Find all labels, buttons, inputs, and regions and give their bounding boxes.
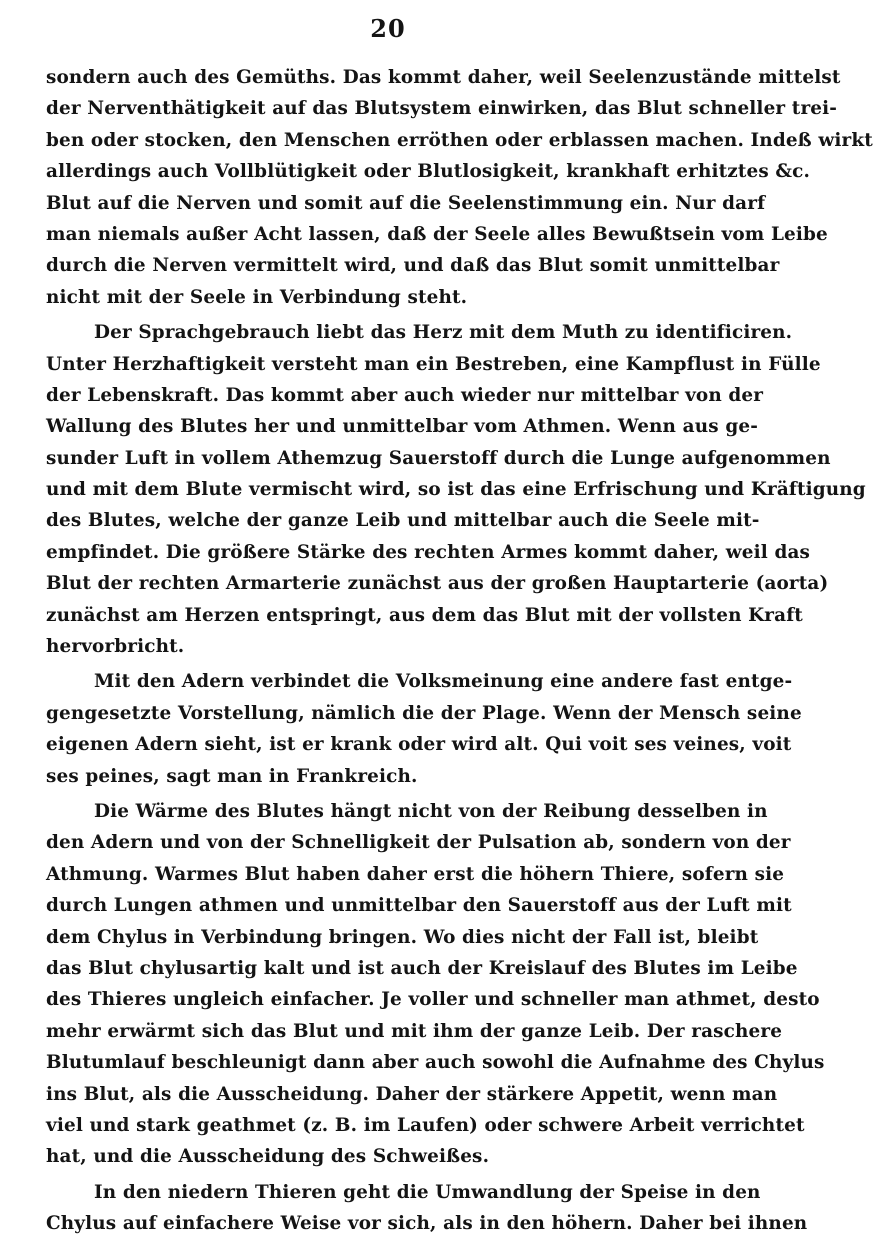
text-line: des Blutes, welche der ganze Leib und mittelbar auch die Seele mit-	[46, 510, 760, 532]
text-line: Mit den Adern verbindet die Volksmeinung eine andere fast entge-	[94, 671, 793, 693]
text-line: hat, und die Ausscheidung des Schweißes.	[46, 1146, 490, 1168]
text-line: dem Chylus in Verbindung bringen. Wo dies nicht der Fall ist, bleibt	[46, 926, 759, 948]
text-line: durch die Nerven vermittelt wird, und daß das Blut somit unmittelbar	[46, 255, 780, 277]
text-line: mehr erwärmt sich das Blut und mit ihm der ganze Leib. Der raschere	[46, 1020, 783, 1042]
text-line: sunder Luft in vollem Athemzug Sauerstoff durch die Lunge aufgenommen	[46, 447, 831, 469]
paragraph	[46, 317, 866, 662]
text-line: sondern auch des Gemüths. Das kommt daher, weil Seelenzustände mittelst	[46, 67, 841, 88]
text-line: Blutumlauf beschleunigt dann aber auch sowohl die Aufnahme des Chylus	[46, 1052, 825, 1074]
page-number: 20	[370, 14, 406, 43]
text-line: Der Sprachgebrauch liebt das Herz mit dem Muth zu identificiren.	[94, 322, 793, 344]
text-line: der Lebenskraft. Das kommt aber auch wieder nur mittelbar von der	[46, 384, 764, 406]
paragraph	[46, 666, 802, 792]
text-line: Blut auf die Nerven und somit auf die Seelenstimmung ein. Nur darf	[46, 192, 766, 214]
text-line: In den niedern Thieren geht die Umwandlung der Speise in den	[94, 1181, 761, 1203]
text-line: den Adern und von der Schnelligkeit der Pulsation ab, sondern von der	[46, 832, 791, 854]
text-line: ben oder stocken, den Menschen erröthen oder erblassen machen. Indeß wirkt	[46, 129, 873, 151]
text-line: gengesetzte Vorstellung, nämlich die der Plage. Wenn der Mensch seine	[46, 702, 802, 724]
text-line: Chylus auf einfachere Weise vor sich, als in den höhern. Daher bei ihnen	[46, 1213, 808, 1235]
paragraph	[46, 1177, 808, 1239]
text-line: empfindet. Die größere Stärke des rechten Armes kommt daher, weil das	[46, 541, 811, 563]
text-line: man niemals außer Acht lassen, daß der Seele alles Bewußtsein vom Leibe	[46, 223, 828, 245]
text-line: ins Blut, als die Ausscheidung. Daher der stärkere Appetit, wenn man	[46, 1083, 778, 1105]
text-line: Athmung. Warmes Blut haben daher erst die höhern Thiere, sofern sie	[46, 863, 785, 885]
text-line: zunächst am Herzen entspringt, aus dem das Blut mit der vollsten Kraft	[46, 604, 803, 626]
paragraph	[46, 62, 873, 313]
text-line: das Blut chylusartig kalt und ist auch der Kreislauf des Blutes im Leibe	[46, 957, 798, 979]
text-line: eigenen Adern sieht, ist er krank oder wird alt. Qui voit ses veines, voit	[46, 734, 792, 756]
text-line: Wallung des Blutes her und unmittelbar vom Athmen. Wenn aus ge-	[46, 416, 758, 438]
text-line: viel und stark geathmet (z. B. im Laufen) oder schwere Arbeit verrichtet	[46, 1114, 805, 1136]
text-line: hervorbricht.	[46, 636, 185, 658]
text-line: Unter Herzhaftigkeit versteht man ein Bestreben, eine Kampflust in Fülle	[46, 353, 821, 375]
text-line: und mit dem Blute vermischt wird, so ist das eine Erfrischung und Kräftigung	[46, 479, 866, 501]
text-line: allerdings auch Vollblütigkeit oder Blutlosigkeit, krankhaft erhitztes &c.	[46, 161, 811, 183]
text-line: der Nerventhätigkeit auf das Blutsystem einwirken, das Blut schneller trei-	[46, 98, 838, 120]
body-text	[46, 62, 873, 1239]
text-line: des Thieres ungleich einfacher. Je voller und schneller man athmet, desto	[46, 989, 820, 1011]
text-line: nicht mit der Seele in Verbindung steht.	[46, 286, 468, 308]
text-line: durch Lungen athmen und unmittelbar den Sauerstoff aus der Luft mit	[46, 895, 792, 917]
text-line: Die Wärme des Blutes hängt nicht von der Reibung desselben in	[94, 800, 768, 822]
text-line: Blut der rechten Armarterie zunächst aus der großen Hauptarterie (aorta)	[46, 573, 829, 595]
paragraph	[46, 796, 825, 1173]
text-line: ses peines, sagt man in Frankreich.	[46, 765, 418, 787]
